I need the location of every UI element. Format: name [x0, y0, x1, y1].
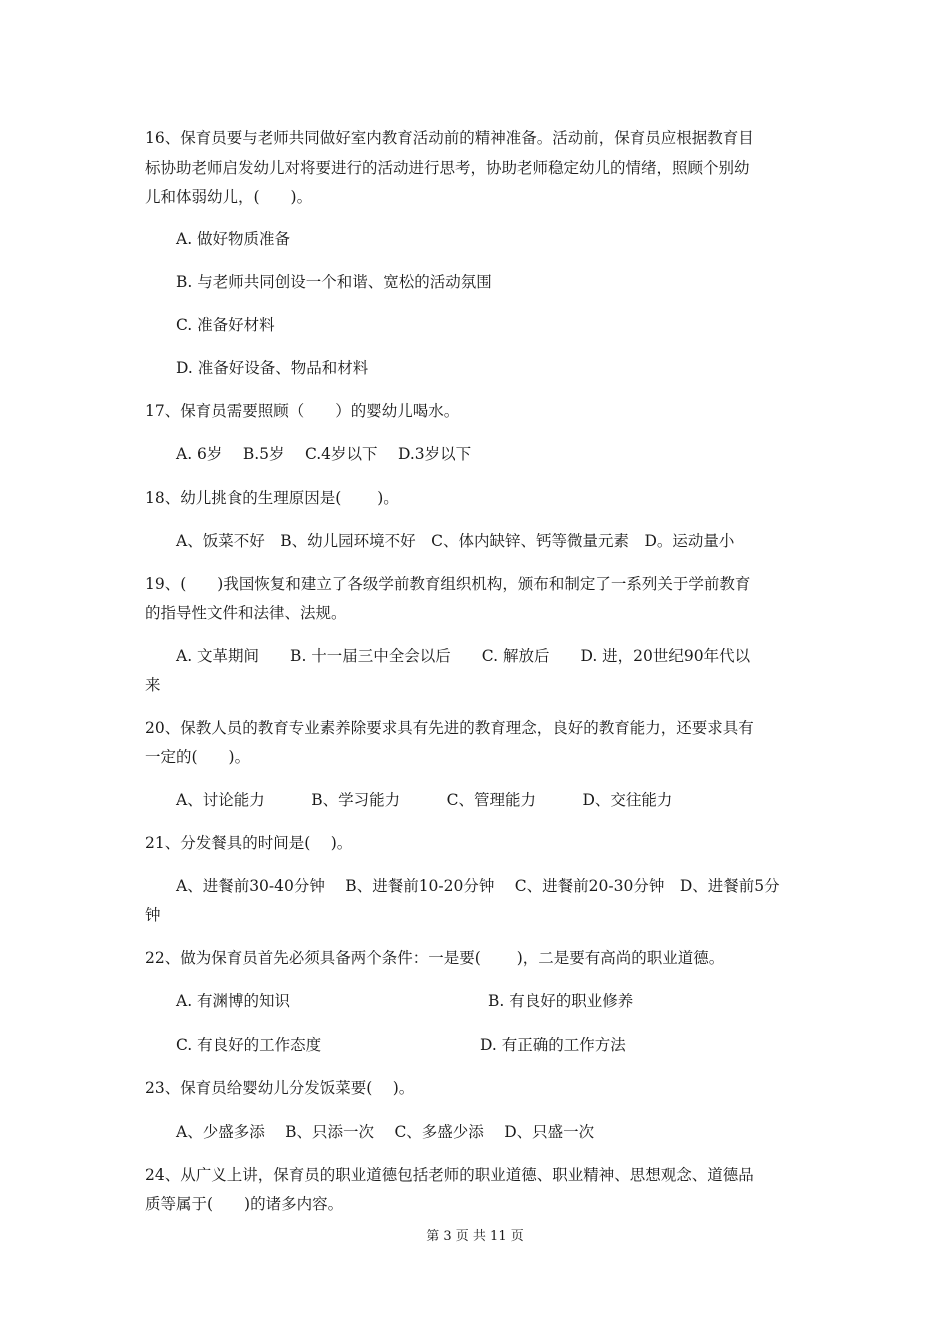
- question-22-option-c: C. 有良好的工作态度: [176, 1036, 322, 1054]
- question-23-stem: 23、保育员给婴幼儿分发饭菜要( )。: [145, 1079, 415, 1097]
- question-16-line-3: 儿和体弱幼儿，( )。: [145, 188, 313, 206]
- question-19-line-1: 19、( )我国恢复和建立了各级学前教育组织机构，颁布和制定了一系列关于学前教育: [145, 575, 751, 593]
- question-18-options: A、饭菜不好 B、幼儿园环境不好 C、体内缺锌、钙等微量元素 D。运动量小: [176, 532, 735, 550]
- question-17-options: A. 6岁 B.5岁 C.4岁以下 D.3岁以下: [176, 445, 472, 463]
- question-16-option-a: A. 做好物质准备: [176, 230, 291, 248]
- question-20-options: A、讨论能力 B、学习能力 C、管理能力 D、交往能力: [176, 791, 673, 809]
- question-16-option-b: B. 与老师共同创设一个和谐、宽松的活动氛围: [176, 273, 492, 291]
- page-footer: 第 3 页 共 11 页: [426, 1229, 524, 1244]
- question-21-stem: 21、分发餐具的时间是( )。: [145, 834, 353, 852]
- question-22-option-d: D. 有正确的工作方法: [480, 1036, 626, 1054]
- question-19-line-2: 的指导性文件和法律、法规。: [145, 604, 347, 622]
- question-16-option-c: C. 准备好材料: [176, 316, 275, 334]
- question-20-line-1: 20、保教人员的教育专业素养除要求具有先进的教育理念，良好的教育能力，还要求具有: [145, 719, 754, 737]
- question-17-stem: 17、保育员需要照顾（ ）的婴幼儿喝水。: [145, 402, 460, 420]
- question-22-option-a: A. 有渊博的知识: [176, 992, 291, 1010]
- question-19-options-line-2: 来: [145, 676, 161, 694]
- question-24-line-1: 24、从广义上讲，保育员的职业道德包括老师的职业道德、职业精神、思想观念、道德品: [145, 1166, 754, 1184]
- question-16-line-2: 标协助老师启发幼儿对将要进行的活动进行思考，协助老师稳定幼儿的情绪，照顾个别幼: [145, 159, 750, 177]
- question-23-options: A、少盛多添 B、只添一次 C、多盛少添 D、只盛一次: [176, 1123, 595, 1141]
- question-21-options-line-1: A、进餐前30-40分钟 B、进餐前10-20分钟 C、进餐前20-30分钟 D、进餐前5分: [176, 877, 780, 895]
- question-16-option-d: D. 准备好设备、物品和材料: [176, 359, 369, 377]
- question-21-options-line-2: 钟: [145, 906, 161, 924]
- question-18-stem: 18、幼儿挑食的生理原因是( )。: [145, 489, 399, 507]
- question-22-stem: 22、做为保育员首先必须具备两个条件：一是要( )，二是要有高尚的职业道德。: [145, 949, 725, 967]
- question-24-line-2: 质等属于( )的诸多内容。: [145, 1195, 344, 1213]
- question-19-options-line-1: A. 文革期间 B. 十一届三中全会以后 C. 解放后 D. 进，20世纪90年代以: [176, 647, 751, 665]
- question-16-line-1: 16、保育员要与老师共同做好室内教育活动前的精神准备。活动前，保育员应根据教育目: [145, 129, 754, 147]
- question-20-line-2: 一定的( )。: [145, 748, 251, 766]
- question-22-option-b: B. 有良好的职业修养: [488, 992, 634, 1010]
